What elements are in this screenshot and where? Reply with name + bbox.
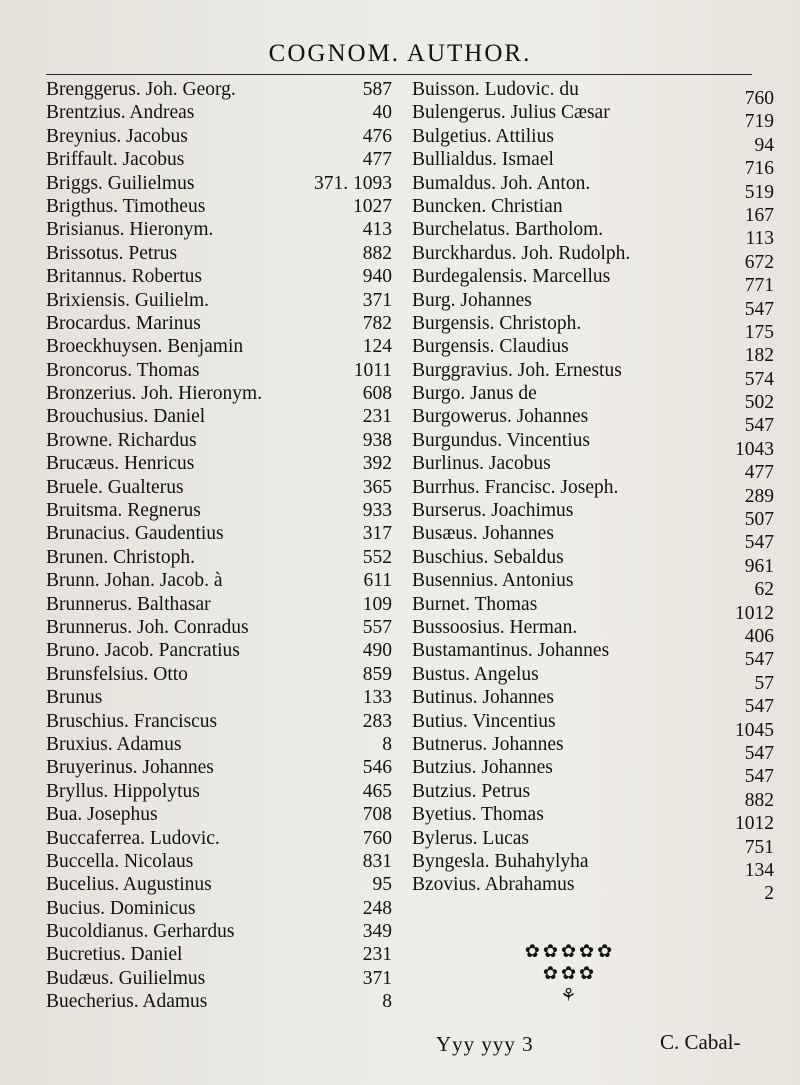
author-name: Busennius. Antonius: [412, 570, 574, 592]
author-name: Britannus. Robertus: [46, 266, 202, 288]
author-name: Brunen. Christoph.: [46, 546, 195, 568]
author-name: Byetius. Thomas: [412, 804, 544, 826]
author-name: Bruyerinus. Johannes: [46, 757, 214, 779]
index-entry: [412, 359, 774, 390]
index-entry: [412, 242, 774, 273]
author-name: Burrhus. Francisc. Joseph.: [412, 476, 619, 498]
index-entry: [412, 616, 774, 647]
index-entry: [412, 218, 774, 250]
index-entry: [46, 476, 392, 499]
page-reference: 547: [744, 696, 774, 718]
author-name: Brocardus. Marinus: [46, 312, 201, 334]
author-name: Bullialdus. Ismael: [412, 149, 554, 171]
author-name: Brigthus. Timotheus: [46, 195, 206, 217]
index-entry: [46, 780, 392, 803]
page-reference: 760: [362, 827, 392, 849]
author-name: Brunnerus. Joh. Conradus: [46, 616, 249, 638]
header-rule: [46, 74, 752, 75]
index-entry: [412, 78, 774, 109]
page-reference: 349: [362, 921, 392, 943]
index-entry: [46, 569, 392, 592]
index-entry: [412, 686, 774, 718]
page-reference: 557: [362, 616, 392, 638]
index-entry: [46, 616, 392, 639]
author-name: Buccaferrea. Ludovic.: [46, 827, 220, 849]
page-reference: 392: [362, 453, 392, 475]
index-entry: [46, 593, 392, 616]
ornament-line-3: ⚘: [560, 985, 580, 1005]
index-entry: [412, 569, 774, 601]
author-name: Brisianus. Hieronym.: [46, 219, 214, 241]
index-entry: [46, 312, 392, 335]
index-entry: [46, 756, 392, 779]
index-entry: [412, 382, 774, 414]
index-entry: [46, 686, 392, 709]
index-entry: [412, 289, 774, 320]
page-reference: 831: [362, 850, 392, 872]
index-entry: [412, 522, 774, 554]
author-name: Butzius. Petrus: [412, 780, 531, 802]
author-name: Butius. Vincentius: [412, 710, 556, 732]
index-entry: [412, 335, 774, 367]
page-reference: 751: [744, 836, 774, 858]
author-name: Bucius. Dominicus: [46, 897, 196, 919]
page-reference: 933: [362, 500, 392, 522]
page-reference: 859: [362, 663, 392, 685]
author-name: Burg. Johannes: [412, 289, 532, 311]
author-name: Brenggerus. Joh. Georg.: [46, 79, 236, 100]
page-reference: 317: [362, 523, 392, 545]
page-reference: 490: [362, 640, 392, 662]
index-entry: [46, 242, 392, 265]
page-reference: 519: [744, 181, 774, 203]
index-entry: [46, 733, 392, 756]
index-entry: [46, 663, 392, 686]
index-entry: [412, 803, 774, 835]
author-name: Busæus. Johannes: [412, 523, 554, 545]
index-entry: [46, 382, 392, 405]
page-reference: 1012: [735, 813, 774, 835]
page-reference: 547: [744, 766, 774, 788]
author-name: Burckhardus. Joh. Rudolph.: [412, 242, 631, 264]
index-entry: [46, 195, 392, 218]
author-name: Bustus. Angelus: [412, 663, 539, 685]
index-entry: [46, 639, 392, 662]
author-name: Browne. Richardus: [46, 429, 197, 451]
page-reference: 1043: [735, 438, 774, 460]
author-name: Bronzerius. Joh. Hieronym.: [46, 383, 263, 405]
index-entry: [412, 593, 774, 624]
index-entry: [46, 546, 392, 569]
page-reference: 507: [744, 509, 774, 531]
index-entry: [412, 172, 774, 203]
page-reference: 95: [372, 874, 392, 896]
index-entry: [46, 803, 392, 826]
author-name: Bruxius. Adamus: [46, 733, 182, 755]
author-name: Butnerus. Johannes: [412, 733, 564, 755]
author-name: Brouchusius. Daniel: [46, 406, 206, 428]
page-reference: 1012: [735, 602, 774, 624]
page-reference: 1027: [353, 195, 392, 217]
page-reference: 552: [362, 546, 392, 568]
page-reference: 961: [744, 555, 774, 577]
index-entry: [412, 101, 774, 133]
page-reference: 611: [363, 570, 392, 592]
author-name: Burdegalensis. Marcellus: [412, 266, 611, 288]
index-entry: [46, 452, 392, 475]
page-reference: 940: [362, 266, 392, 288]
author-name: Burgundus. Vincentius: [412, 429, 590, 451]
author-name: Brucæus. Henricus: [46, 453, 195, 475]
page-reference: 882: [362, 242, 392, 264]
index-entry: [46, 710, 392, 733]
index-entry: [412, 405, 774, 437]
author-name: Brunus: [46, 687, 103, 709]
author-name: Buschius. Sebaldus: [412, 546, 564, 568]
page-reference: 133: [362, 687, 392, 709]
index-entry: [46, 827, 392, 850]
page-reference: 289: [744, 485, 774, 507]
index-entry: [412, 195, 774, 226]
author-name: Bussoosius. Herman.: [412, 616, 578, 638]
signature-mark: Yyy yyy 3: [436, 1032, 534, 1056]
author-name: Bylerus. Lucas: [412, 827, 529, 849]
page-reference: 231: [362, 406, 392, 428]
author-name: Bucelius. Augustinus: [46, 874, 212, 896]
author-name: Bruno. Jacob. Pancratius: [46, 640, 240, 662]
index-entry: [46, 850, 392, 873]
page-reference: 8: [382, 733, 392, 755]
page-reference: 1011: [353, 359, 392, 381]
page-reference: 938: [362, 429, 392, 451]
author-name: Breynius. Jacobus: [46, 125, 188, 147]
index-entry: [46, 873, 392, 896]
index-entry: [412, 429, 774, 460]
author-name: Briffault. Jacobus: [46, 149, 185, 171]
author-name: Brunacius. Gaudentius: [46, 523, 224, 545]
page-reference: 134: [744, 859, 774, 881]
index-entry: [412, 710, 774, 741]
page-reference: 371: [362, 289, 392, 311]
author-name: Bruitsma. Regnerus: [46, 500, 201, 522]
author-name: Burchelatus. Bartholom.: [412, 219, 604, 241]
page-reference: 476: [362, 125, 392, 147]
page-reference: 672: [744, 251, 774, 273]
ornament-line-1: ✿✿✿✿✿: [524, 941, 616, 961]
author-name: Bumaldus. Joh. Anton.: [412, 172, 591, 194]
index-entry: [412, 733, 774, 764]
index-entry: [46, 429, 392, 452]
author-name: Burggravius. Joh. Ernestus: [412, 359, 622, 381]
index-entry: [412, 499, 774, 531]
author-name: Brunsfelsius. Otto: [46, 663, 188, 685]
index-entry: [412, 265, 774, 297]
page-reference: 546: [362, 757, 392, 779]
index-entry: [46, 148, 392, 171]
author-name: Briggs. Guilielmus: [46, 172, 195, 194]
page-reference: 124: [362, 336, 392, 358]
page-reference: 608: [362, 383, 392, 405]
index-entry: [46, 359, 392, 382]
author-name: Burgo. Janus de: [412, 383, 537, 405]
index-entry: [412, 546, 774, 577]
page-reference: 716: [744, 158, 774, 180]
page-reference: 231: [362, 944, 392, 966]
author-name: Butzius. Johannes: [412, 757, 553, 779]
page-reference: 547: [744, 532, 774, 554]
page-reference: 782: [362, 312, 392, 334]
author-name: Burnet. Thomas: [412, 593, 538, 615]
index-entry: [412, 827, 774, 858]
page-reference: 547: [744, 415, 774, 437]
page-reference: 283: [362, 710, 392, 732]
page-reference: 406: [744, 625, 774, 647]
page-reference: 113: [745, 228, 774, 250]
author-name: Burgensis. Christoph.: [412, 312, 582, 334]
page-reference: 760: [744, 88, 774, 109]
page-reference: 248: [362, 897, 392, 919]
index-entry: [46, 967, 392, 990]
author-name: Buisson. Ludovic. du: [412, 79, 579, 100]
page-reference: 465: [362, 780, 392, 802]
page-reference: 2: [764, 883, 774, 905]
page-reference: 182: [744, 345, 774, 367]
printers-ornament: [500, 940, 640, 1006]
index-column-right: [412, 78, 774, 905]
index-entry: [46, 172, 392, 195]
page-reference: 365: [362, 476, 392, 498]
index-entry: [46, 101, 392, 124]
page-reference: 167: [744, 204, 774, 226]
author-name: Broncorus. Thomas: [46, 359, 200, 381]
index-entry: [46, 990, 392, 1013]
author-name: Bryllus. Hippolytus: [46, 780, 200, 802]
author-name: Brixiensis. Guilielm.: [46, 289, 210, 311]
index-entry: [412, 756, 774, 788]
author-name: Buecherius. Adamus: [46, 991, 208, 1013]
author-name: Bustamantinus. Johannes: [412, 640, 610, 662]
page-reference: 882: [744, 789, 774, 811]
index-entry: [412, 639, 774, 671]
author-name: Brunn. Johan. Jacob. à: [46, 570, 223, 592]
page-reference: 109: [362, 593, 392, 615]
author-name: Byngesla. Buhahylyha: [412, 850, 589, 872]
page-reference: 40: [372, 102, 392, 124]
page-reference: 175: [744, 321, 774, 343]
index-entry: [46, 78, 392, 101]
index-entry: [412, 312, 774, 343]
page-reference: 708: [362, 804, 392, 826]
author-name: Bruschius. Franciscus: [46, 710, 218, 732]
index-entry: [46, 897, 392, 920]
index-entry: [412, 850, 774, 881]
page-header: COGNOM. AUTHOR.: [268, 40, 532, 67]
index-entry: [46, 405, 392, 428]
index-entry: [412, 663, 774, 694]
author-name: Burgensis. Claudius: [412, 336, 569, 358]
index-entry: [46, 289, 392, 312]
index-entry: [412, 125, 774, 156]
author-name: Burlinus. Jacobus: [412, 453, 551, 475]
index-entry: [412, 873, 774, 905]
author-name: Bucoldianus. Gerhardus: [46, 921, 235, 943]
page-reference: 1045: [735, 719, 774, 741]
page-reference: 8: [382, 991, 392, 1013]
page-reference: 547: [744, 742, 774, 764]
author-name: Burserus. Joachimus: [412, 500, 574, 522]
index-entry: [46, 522, 392, 545]
page-reference: 371. 1093: [314, 172, 392, 194]
index-entry: [46, 218, 392, 241]
author-name: Brissotus. Petrus: [46, 242, 178, 264]
author-name: Burgowerus. Johannes: [412, 406, 589, 428]
author-name: Bucretius. Daniel: [46, 944, 183, 966]
author-name: Bulengerus. Julius Cæsar: [412, 102, 610, 124]
author-name: Brentzius. Andreas: [46, 102, 195, 124]
index-entry: [46, 920, 392, 943]
index-column-left: [46, 78, 392, 1014]
page-reference: 547: [744, 649, 774, 671]
page-reference: 94: [754, 134, 774, 156]
index-entry: [412, 780, 774, 811]
author-name: Buncken. Christian: [412, 195, 563, 217]
catchword: C. Cabal-: [660, 1030, 741, 1054]
index-entry: [412, 476, 774, 507]
author-name: Buccella. Nicolaus: [46, 850, 194, 872]
author-name: Bulgetius. Attilius: [412, 125, 554, 147]
author-name: Budæus. Guilielmus: [46, 967, 206, 989]
page-reference: 57: [754, 672, 774, 694]
index-entry: [46, 335, 392, 358]
index-entry: [412, 148, 774, 180]
author-name: Bzovius. Abrahamus: [412, 874, 575, 896]
index-entry: [46, 499, 392, 522]
page-reference: 587: [362, 79, 392, 100]
ornament-line-2: ✿✿✿: [542, 963, 598, 983]
page-reference: 502: [744, 392, 774, 414]
page-reference: 413: [362, 219, 392, 241]
author-name: Broeckhuysen. Benjamin: [46, 336, 244, 358]
author-name: Bruele. Gualterus: [46, 476, 184, 498]
page-reference: 719: [744, 111, 774, 133]
author-name: Brunnerus. Balthasar: [46, 593, 211, 615]
page-reference: 771: [744, 275, 774, 297]
index-entry: [46, 943, 392, 966]
author-name: Bua. Josephus: [46, 804, 158, 826]
page-reference: 547: [744, 298, 774, 320]
index-entry: [46, 265, 392, 288]
index-entry: [412, 452, 774, 484]
page-reference: 477: [744, 462, 774, 484]
index-entry: [46, 125, 392, 148]
page-reference: 477: [362, 149, 392, 171]
author-name: Butinus. Johannes: [412, 687, 554, 709]
page-reference: 574: [744, 368, 774, 390]
page-reference: 371: [362, 967, 392, 989]
page-reference: 62: [754, 579, 774, 601]
